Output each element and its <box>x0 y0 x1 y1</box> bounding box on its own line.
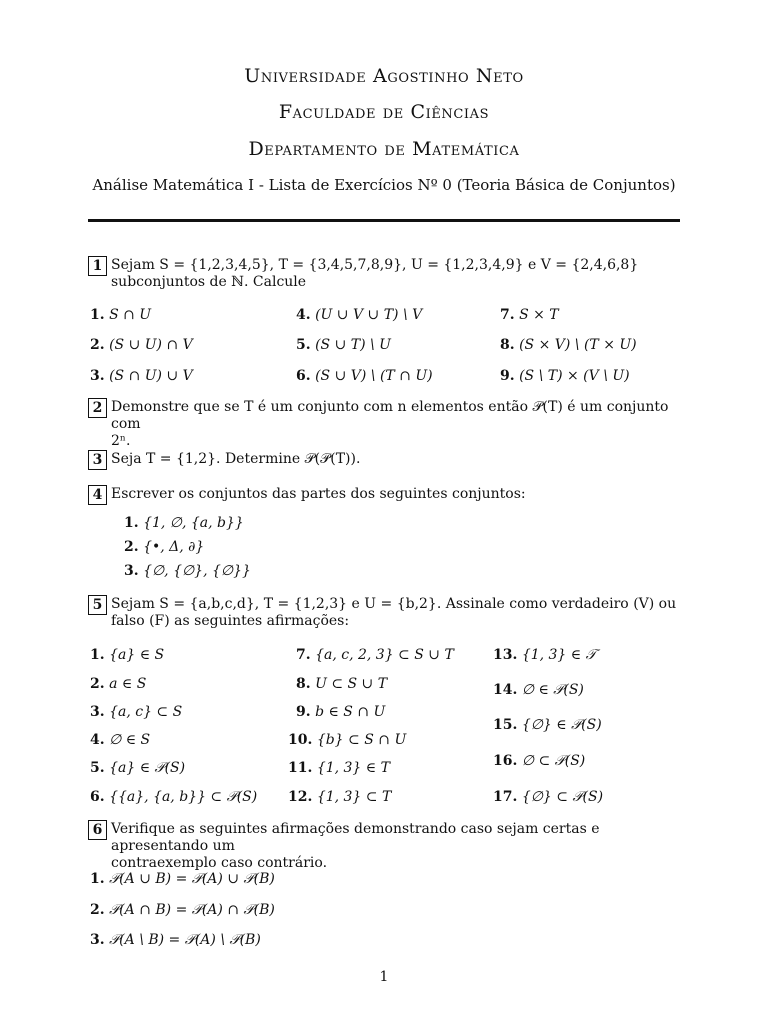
list-item: 3. 𝒫(A \ B) = 𝒫(A) \ 𝒫(B) <box>90 932 261 948</box>
university-title: Universidade Agostinho Neto <box>244 65 524 87</box>
list-item: 1. S ∩ U <box>90 307 152 323</box>
list-item: 9. b ∈ S ∩ U <box>296 704 386 720</box>
list-item: 1. {1, ∅, {a, b}} <box>124 515 244 531</box>
list-item: 2. 𝒫(A ∩ B) = 𝒫(A) ∩ 𝒫(B) <box>90 902 275 918</box>
statement-line: contraexemplo caso contrário. <box>111 855 328 871</box>
list-item: 1. {a} ∈ S <box>90 647 165 663</box>
list-item: 4. ∅ ∈ S <box>90 732 151 748</box>
list-item: 8. U ⊂ S ∪ T <box>296 676 388 692</box>
list-item: 16. ∅ ⊂ 𝒫(S) <box>493 753 586 769</box>
exercise-3-statement: Seja T = {1,2}. Determine 𝒫(𝒫(T)). <box>111 451 361 467</box>
list-item: 1. 𝒫(A ∪ B) = 𝒫(A) ∪ 𝒫(B) <box>90 871 275 887</box>
list-item: 7. S × T <box>500 307 559 323</box>
statement-line: Sejam S = {1,2,3,4,5}, T = {3,4,5,7,8,9}, U = {1,2,3,4,9} e V = {2,4,6,8} <box>111 257 639 273</box>
list-item: 12. {1, 3} ⊂ T <box>288 789 392 805</box>
course-line: Análise Matemática I - Lista de Exercícios Nº 0 (Teoria Básica de Conjuntos) <box>92 176 676 194</box>
exercise-number-box: 2 <box>88 398 107 418</box>
exercise-2-statement <box>111 399 681 450</box>
exercise-5-statement <box>111 596 681 630</box>
list-item: 5. (S ∪ T) \ U <box>296 337 391 353</box>
list-item: 4. (U ∪ V ∪ T) \ V <box>296 307 423 323</box>
list-item: 17. {∅} ⊂ 𝒫(S) <box>493 789 604 805</box>
statement-line: falso (F) as seguintes afirmações: <box>111 613 350 629</box>
list-item: 2. {•, Δ, ∂} <box>124 539 205 555</box>
header-rule <box>88 219 680 222</box>
list-item: 13. {1, 3} ∈ 𝒯 <box>493 647 597 663</box>
list-item: 14. ∅ ∈ 𝒫(S) <box>493 682 584 698</box>
list-item: 3. (S ∩ U) ∪ V <box>90 368 193 384</box>
exercise-1-statement <box>111 257 681 291</box>
department-title: Departamento de Matemática <box>248 138 520 160</box>
list-item: 3. {a, c} ⊂ S <box>90 704 183 720</box>
list-item: 5. {a} ∈ 𝒫(S) <box>90 760 186 776</box>
exercise-6-statement <box>111 821 681 872</box>
list-item: 10. {b} ⊂ S ∩ U <box>288 732 407 748</box>
faculty-title: Faculdade de Ciências <box>278 101 490 123</box>
statement-line: Verifique as seguintes afirmações demonstrando caso sejam certas e apresentando um <box>111 821 600 854</box>
list-item: 2. a ∈ S <box>90 676 147 692</box>
list-item: 9. (S \ T) × (V \ U) <box>500 368 630 384</box>
list-item: 2. (S ∪ U) ∩ V <box>90 337 193 353</box>
list-item: 6. (S ∪ V) \ (T ∩ U) <box>296 368 433 384</box>
exercise-number-box: 5 <box>88 595 107 615</box>
exercise-number-box: 6 <box>88 820 107 840</box>
statement-line: subconjuntos de ℕ. Calcule <box>111 274 307 290</box>
list-item: 11. {1, 3} ∈ T <box>288 760 390 776</box>
list-item: 8. (S × V) \ (T × U) <box>500 337 637 353</box>
page-number: 1 <box>379 969 389 985</box>
list-item: 15. {∅} ∈ 𝒫(S) <box>493 717 602 733</box>
exercise-4-statement: Escrever os conjuntos das partes dos seguintes conjuntos: <box>111 486 526 502</box>
exercise-number-box: 4 <box>88 485 107 505</box>
statement-line: Sejam S = {a,b,c,d}, T = {1,2,3} e U = {b,2}. Assinale como verdadeiro (V) ou <box>111 596 677 612</box>
list-item: 7. {a, c, 2, 3} ⊂ S ∪ T <box>296 647 454 663</box>
exercise-number-box: 3 <box>88 450 107 470</box>
exercise-number-box: 1 <box>88 256 107 276</box>
statement-line: 2ⁿ. <box>111 433 131 449</box>
list-item: 6. {{a}, {a, b}} ⊂ 𝒫(S) <box>90 789 258 805</box>
statement-line: Demonstre que se T é um conjunto com n elementos então 𝒫(T) é um conjunto com <box>111 399 669 432</box>
list-item: 3. {∅, {∅}, {∅}} <box>124 563 251 579</box>
